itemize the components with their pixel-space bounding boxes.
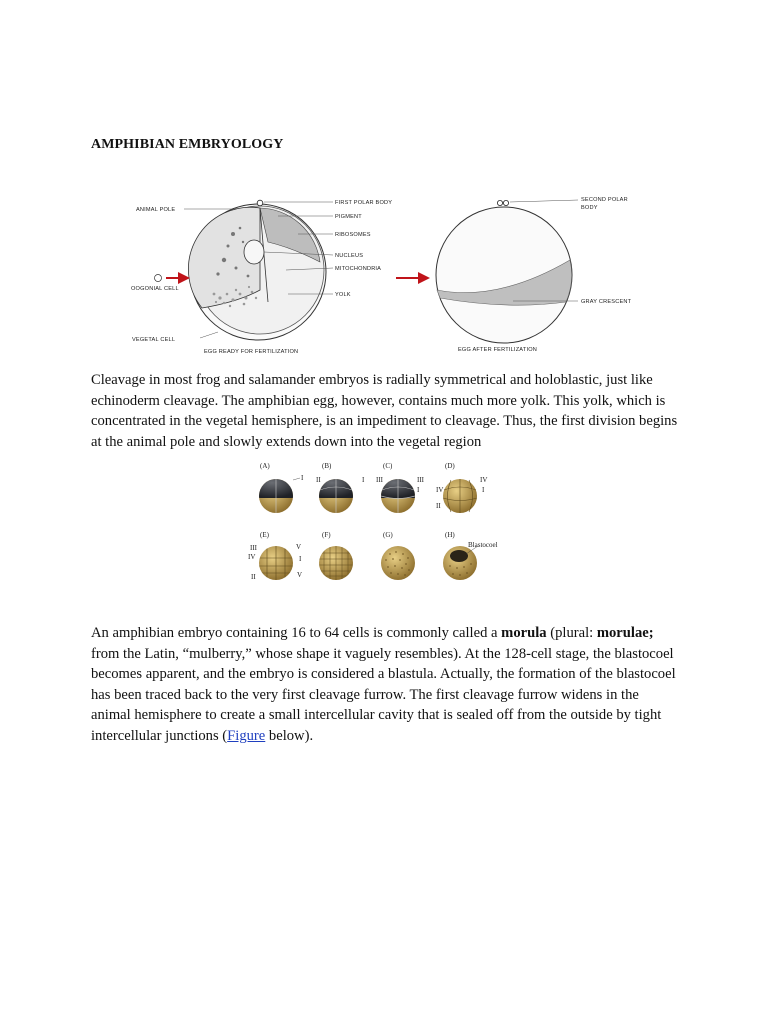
furrow-label: I [299,555,302,563]
second-polar-body-label-line2: BODY [581,205,598,211]
furrow-label: IV [248,553,256,561]
embryo-stage-f [319,546,353,580]
paragraph-morula [91,623,681,747]
text-span: from the Latin, “mulberry,” whose shape it vaguely resembles). At the 128-cell stage, the blastocoel becomes apparent, and the embryo is considered a blastula. Actually, the formation of the blastocoel has been traced back to the very first cleavage furrow. The first cleavage furrow widens in the animal hemisphere to create a small intercellular cavity that is sealed off from the outside by tight intercellular junctions ( [91,645,676,744]
furrow-label: V [296,543,302,551]
egg-ready-drawing [155,200,327,340]
mitochondria-label: MITOCHONDRIA [335,266,382,272]
second-polar-body-label: SECOND POLAR [581,197,628,203]
embryo-stage-d [443,479,477,513]
furrow-label: I [362,476,365,484]
animal-pole-label: ANIMAL POLE [136,207,176,213]
yolk-label: YOLK [335,292,351,298]
embryo-stage-h [443,546,477,580]
furrow-label: V [297,571,303,579]
text-span: (plural: [546,625,597,641]
text-span: below). [265,727,314,744]
figure-link[interactable]: Figure [227,727,266,744]
stage-label-b: (B) [322,462,332,470]
page-title: AMPHIBIAN EMBRYOLOGY [91,137,284,152]
first-polar-body-label: FIRST POLAR BODY [335,200,393,206]
furrow-label: III [417,476,424,484]
stage-label-g: (G) [383,531,393,539]
furrow-label: I [482,486,485,494]
term-morula: morula [501,625,547,641]
furrow-label: III [376,476,383,484]
stage-label-e: (E) [260,531,269,539]
ribosomes-label: RIBOSOMES [335,232,371,238]
egg-after-drawing [436,200,572,343]
furrow-label: IV [480,476,488,484]
stage-label-c: (C) [383,462,393,470]
furrow-label: I [301,474,304,482]
furrow-label: IV [436,486,444,494]
egg-after-caption: EGG AFTER FERTILIZATION [458,347,537,353]
furrow-label: II [316,476,321,484]
embryo-stage-g [381,546,415,580]
embryo-stage-c [378,476,418,513]
stage-label-d: (D) [445,462,455,470]
embryo-stage-b [316,476,356,513]
egg-fertilization-figure [128,190,648,360]
furrow-label: II [251,573,256,581]
cleavage-stages-figure [246,458,498,590]
text-span: An amphibian embryo containing 16 to 64 cells is commonly called a [91,625,502,641]
embryo-stage-a [256,476,296,513]
furrow-label: I [417,486,420,494]
pigment-label: PIGMENT [335,214,362,220]
stage-label-h: (H) [445,531,455,539]
egg-ready-caption: EGG READY FOR FERTILIZATION [204,349,299,355]
furrow-label: II [436,502,441,510]
furrow-label: III [250,544,257,552]
embryo-stage-e [259,546,293,580]
term-morulae: morulae; [596,625,654,641]
stage-label-a: (A) [260,462,270,470]
oogonial-cell-label: OOGONIAL CELL [131,286,179,292]
paragraph-cleavage: Cleavage in most frog and salamander embryos is radially symmetrical and holoblastic, just like echinoderm cleavage. The amphibian egg, however, contains much more yolk. This yolk, which is concentrated in the vegetal hemisphere, is an impediment to cleavage. Thus, the first division begins at the animal pole and slowly extends down into the vegetal region [91,372,678,450]
gray-crescent-label: GRAY CRESCENT [581,299,632,305]
nucleus-label: NUCLEUS [335,253,364,259]
blastocoel-label: Blastocoel [468,541,498,549]
vegetal-cell-label: VEGETAL CELL [132,337,176,343]
stage-label-f: (F) [322,531,331,539]
